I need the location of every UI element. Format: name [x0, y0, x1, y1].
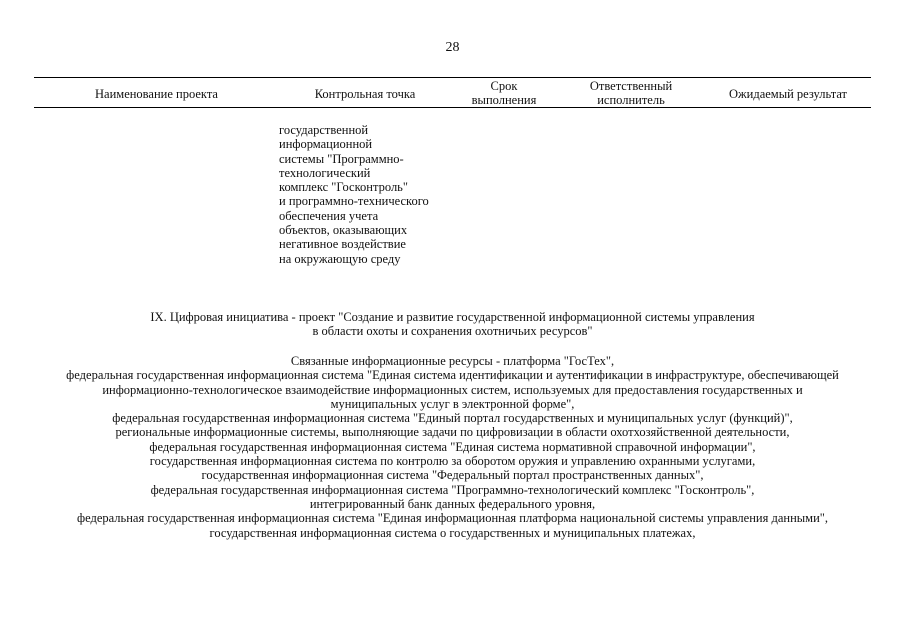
header-checkpoint: Контрольная точка — [314, 86, 416, 101]
resource-line: Связанные информационные ресурсы - платформа "ГосТех", — [290, 354, 615, 368]
header-responsible: Ответственный исполнитель — [589, 78, 673, 107]
text-line: и программно-технического — [279, 194, 429, 209]
section-title — [34, 310, 871, 339]
page-number: 28 — [445, 40, 460, 55]
text-line: на окружающую среду — [279, 251, 401, 266]
resource-line: федеральная государственная информационная система "Единый портал государственных и муниципальных услуг (функций)", — [112, 411, 793, 426]
text-line: информационной — [279, 137, 373, 152]
resource-line: информационно-технологическое взаимодействие информационных систем, используемых для предоставления государственных и — [102, 382, 803, 397]
text-line: объектов, оказывающих — [279, 223, 408, 238]
related-resources-paragraph — [34, 354, 871, 540]
checkpoint-cell — [279, 123, 459, 266]
table-header — [34, 77, 871, 108]
text-line: государственной — [279, 123, 369, 137]
section-title-line: IX. Цифровая инициатива - проект "Создание и развитие государственной информационной системы управления — [150, 310, 755, 324]
text-line: обеспечения учета — [279, 208, 379, 223]
resource-line: федеральная государственная информационная система "Единая система идентификации и аутентификации в инфраструктуре, обеспечивающей — [66, 368, 839, 383]
resource-line: региональные информационные системы, выполняющие задачи по цифровизации в области охотхозяйственной деятельности, — [115, 425, 790, 440]
text-line: негативное воздействие — [279, 237, 406, 252]
resource-line: интегрированный банк данных федерального уровня, — [309, 496, 596, 511]
text-line: системы "Программно- — [279, 151, 404, 166]
resource-line: федеральная государственная информационная система "Единая система нормативной справочной информации", — [149, 439, 756, 454]
header-expected-result: Ожидаемый результат — [728, 86, 848, 101]
resource-line: муниципальных услуг в электронной форме", — [330, 396, 575, 411]
resource-line: государственная информационная система по контролю за оборотом оружия и управлению охранными услугами, — [149, 454, 756, 469]
resource-line: государственная информационная система "Федеральный портал пространственных данных", — [201, 468, 704, 483]
section-title-line: в области охоты и сохранения охотничьих ресурсов" — [312, 324, 593, 339]
header-deadline: Срок выполнения — [471, 78, 537, 107]
resource-line: государственная информационная система о государственных и муниципальных платежах, — [209, 525, 696, 540]
header-project-name: Наименование проекта — [95, 86, 218, 101]
text-line: комплекс "Госконтроль" — [279, 180, 408, 195]
resource-line: федеральная государственная информационная система "Программно-технологический комплекс "Госконтроль", — [150, 482, 755, 497]
resource-line: федеральная государственная информационная система "Единая информационная платформа национальной системы управления данными", — [77, 511, 828, 526]
text-line: технологический — [279, 165, 371, 180]
